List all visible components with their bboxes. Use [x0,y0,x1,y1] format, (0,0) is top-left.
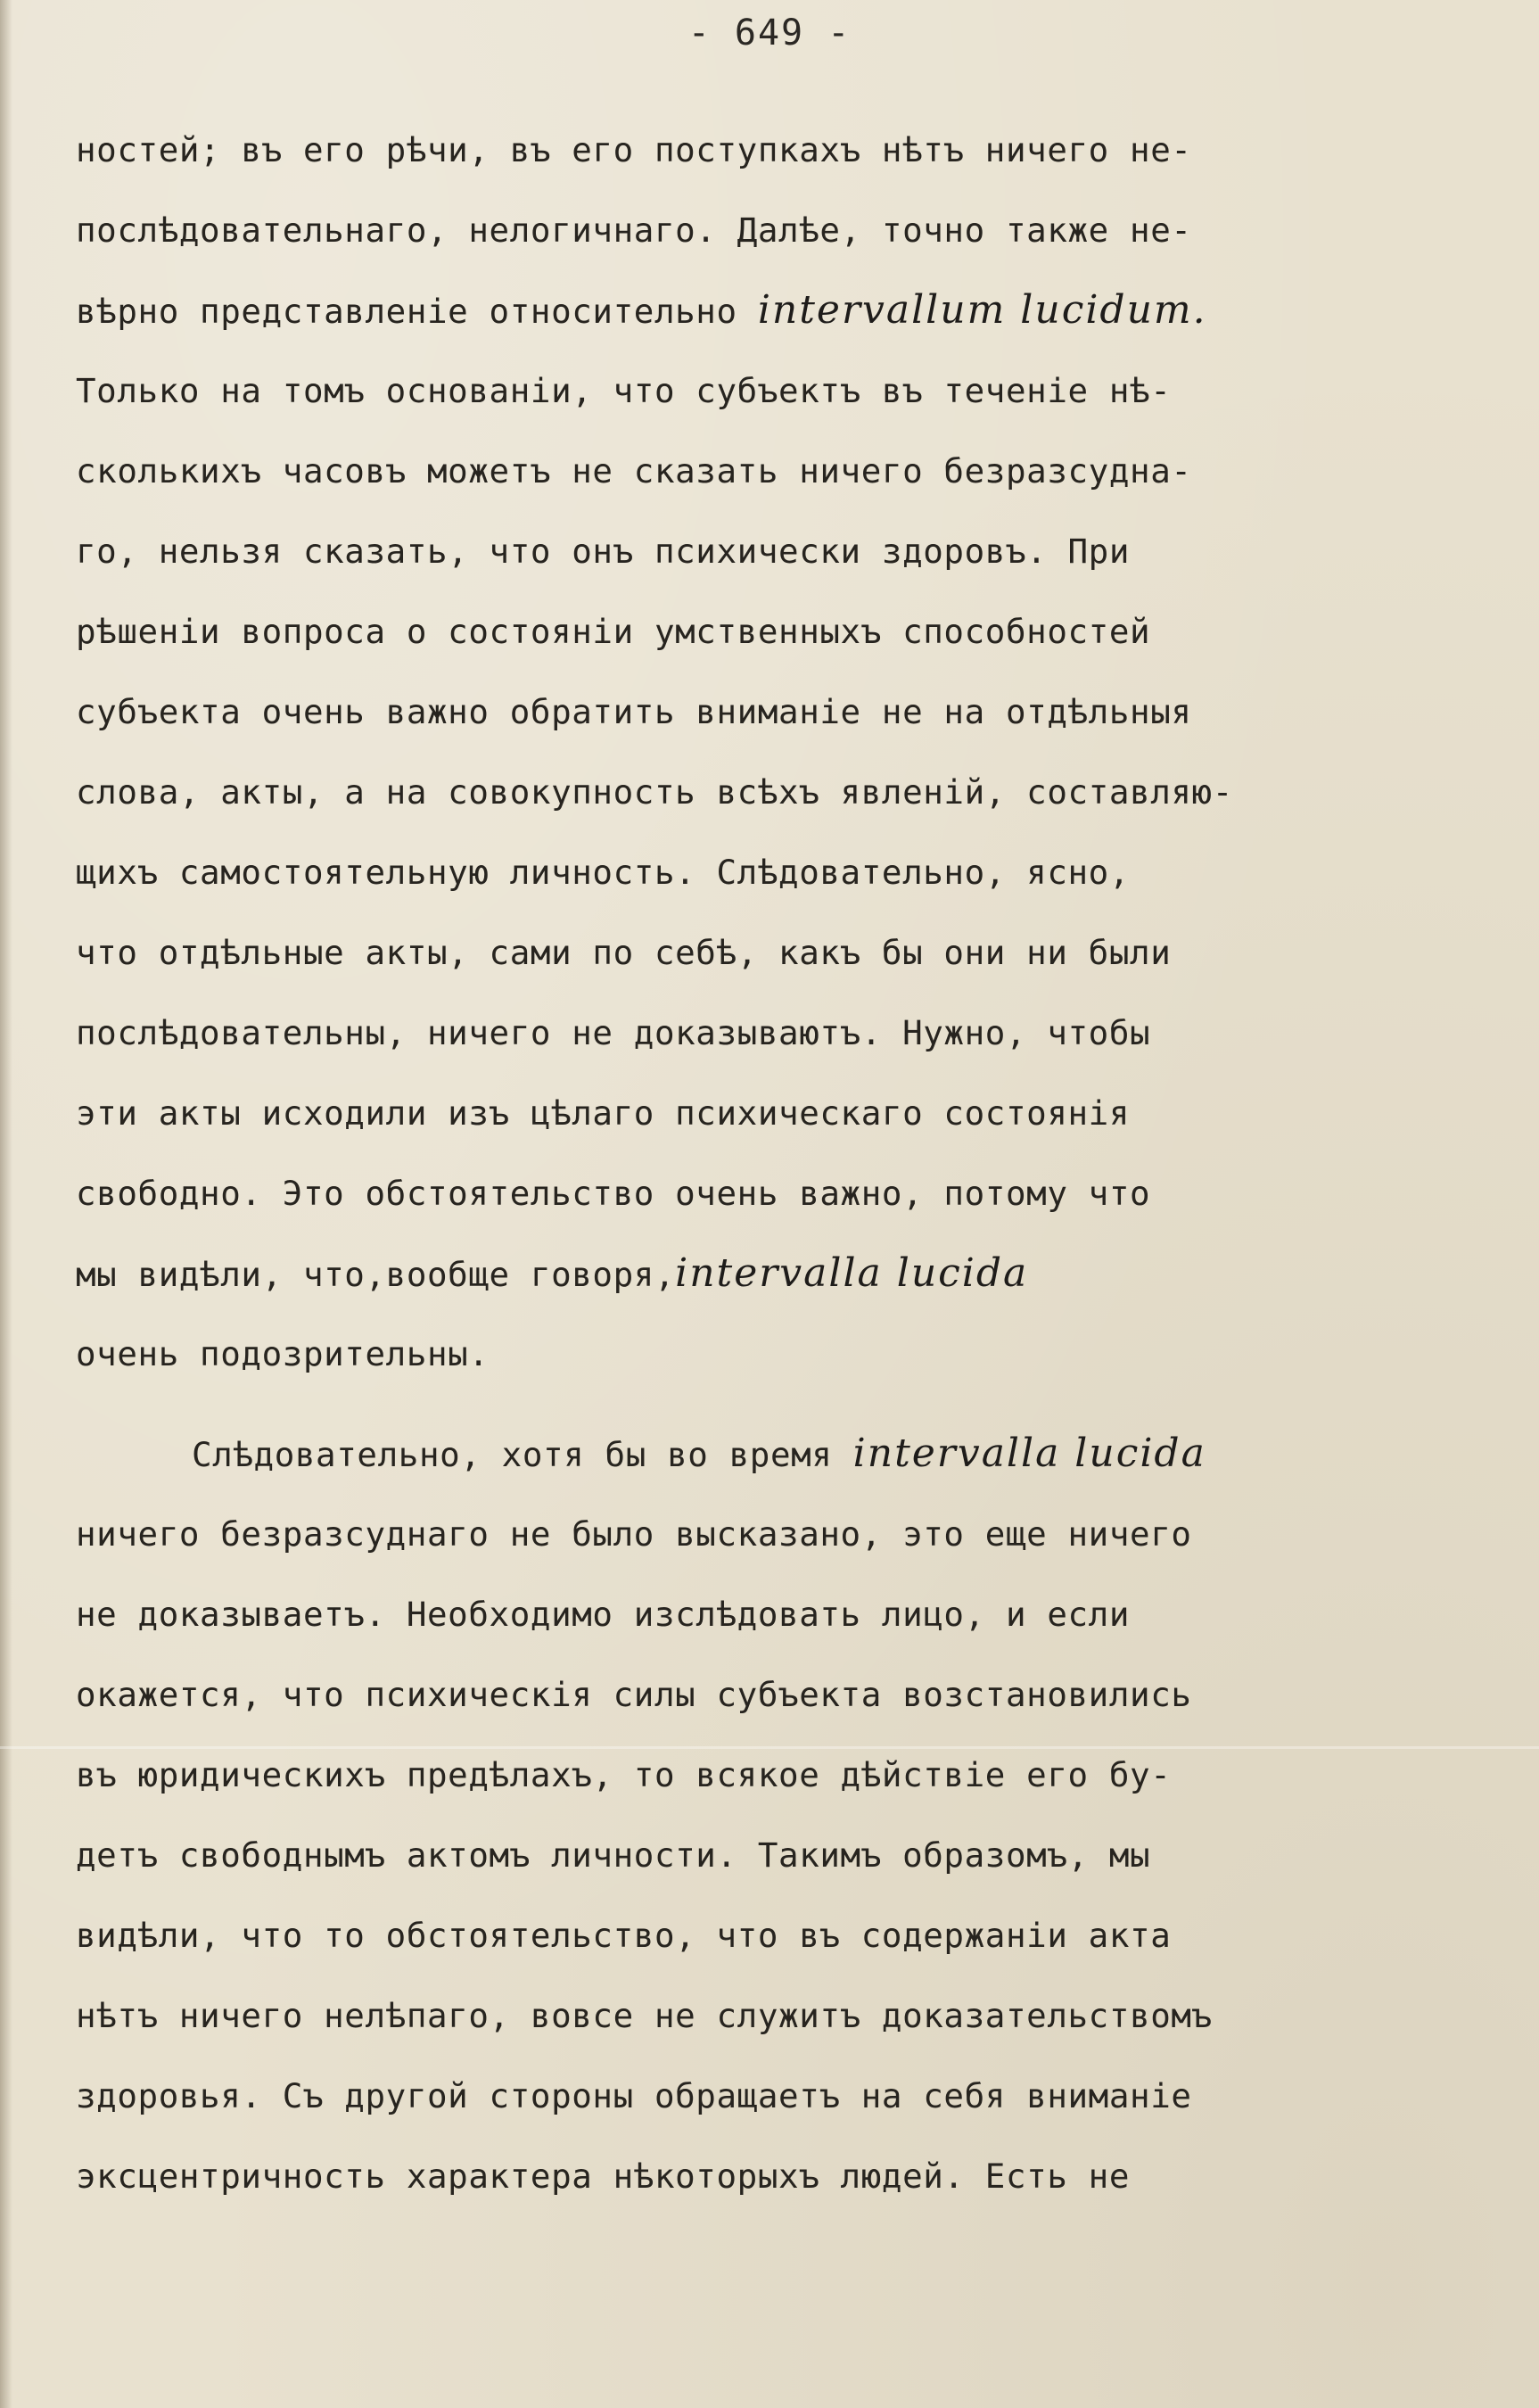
text-line-paragraph-start: Слѣдовательно, хотя бы во время intervalla lucida [192,1431,1206,1476]
text-line: сколькихъ часовъ можетъ не сказать ничего безразсудна- [76,451,1192,491]
text-line: щихъ самостоятельную личность. Слѣдовательно, ясно, [76,853,1131,892]
text-line: слова, акты, а на совокупность всѣхъ явленій, составляю- [76,772,1233,812]
text-line: мы видѣли, что,вообще говоря,intervalla lucida [76,1250,1029,1296]
handwritten-insertion: intervallum lucidum. [757,287,1207,333]
text-line: эксцентричность характера нѣкоторыхъ людей. Есть не [76,2156,1131,2196]
text-line: ничего безразсуднаго не было высказано, это еще ничего [76,1514,1192,1554]
text-line: здоровья. Съ другой стороны обращаетъ на себя вниманіе [76,2076,1192,2115]
text-line: видѣли, что то обстоятельство, что въ содержаніи акта [76,1916,1172,1955]
text-line: ностей; въ его рѣчи, въ его поступкахъ нѣтъ ничего не- [76,130,1192,169]
page-edge-shadow [0,0,12,2408]
text-line: эти акты исходили изъ цѣлаго психическаго состоянія [76,1093,1131,1133]
text-line: вѣрно представленіе относительно intervallum lucidum. [76,287,1207,333]
text-line: въ юридическихъ предѣлахъ, то всякое дѣйствіе его бу- [76,1755,1172,1794]
text-line: очень подозрительны. [76,1334,490,1373]
paper-crease [0,1746,1539,1749]
handwritten-insertion: intervalla lucida [675,1250,1029,1296]
handwritten-insertion: intervalla lucida [852,1431,1206,1476]
text-line: рѣшеніи вопроса о состояніи умственныхъ способностей [76,612,1151,651]
text-line: послѣдовательнаго, нелогичнаго. Далѣе, точно также не- [76,210,1192,250]
text-line: детъ свободнымъ актомъ личности. Такимъ образомъ, мы [76,1835,1151,1875]
page-number: - 649 - [687,12,852,54]
text-line: субъекта очень важно обратить вниманіе не на отдѣльныя [76,692,1192,731]
text-line: послѣдовательны, ничего не доказываютъ. Нужно, чтобы [76,1013,1151,1052]
text-line: нѣтъ ничего нелѣпаго, вовсе не служитъ доказательствомъ [76,1996,1213,2035]
text-line: что отдѣльные акты, сами по себѣ, какъ бы они ни были [76,933,1172,972]
text-line: окажется, что психическія силы субъекта возстановились [76,1675,1192,1714]
text-line: не доказываетъ. Необходимо изслѣдовать лицо, и если [76,1595,1131,1634]
text-line: го, нельзя сказать, что онъ психически здоровъ. При [76,532,1131,571]
text-line: свободно. Это обстоятельство очень важно, потому что [76,1174,1151,1213]
text-line: Только на томъ основаніи, что субъектъ въ теченіе нѣ- [76,371,1172,410]
